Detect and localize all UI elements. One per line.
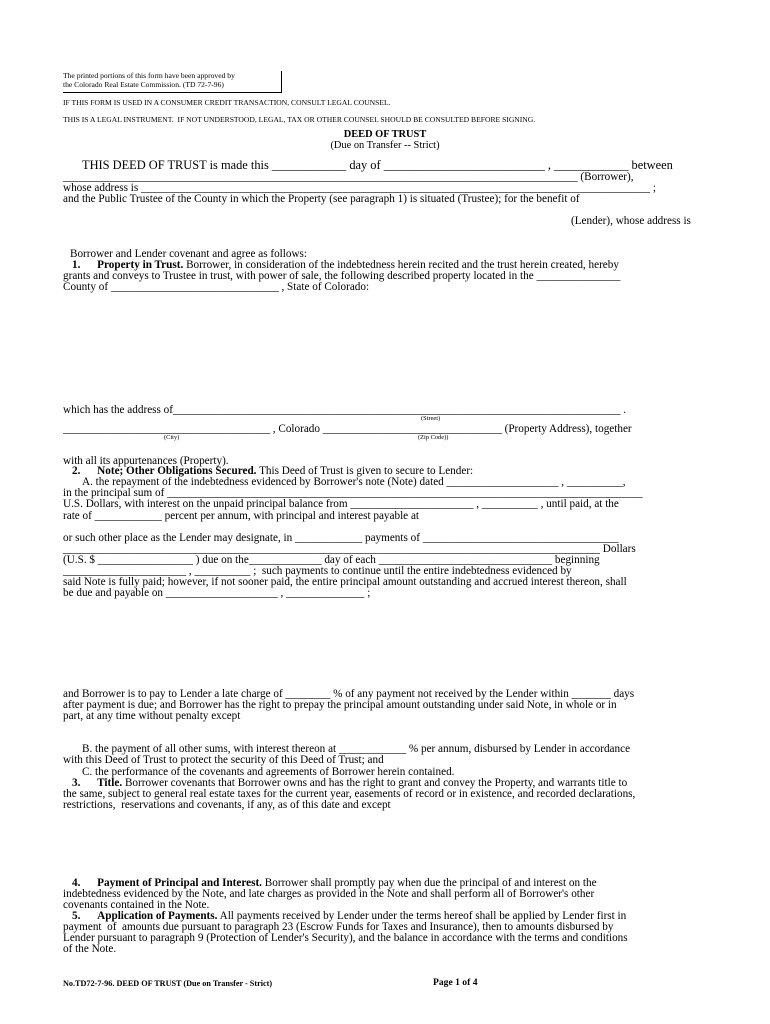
para-3-heading-line: 3. Title. Borrower covenants that Borrower owns and has the right to grant and convey the Property, and warrants title to — [72, 777, 628, 789]
document-title: DEED OF TRUST — [343, 129, 427, 140]
para-5-line-2: payment of amounts due pursuant to paragraph 23 (Escrow Funds for Taxes and Insurance), then to amounts disbursed by — [63, 921, 614, 933]
para-1-line-3: grants and conveys to Trustee in trust, with power of sale, the following described property located in the _______________ — [63, 270, 621, 282]
other-sums-line: B. the payment of all other sums, with interest thereon at ____________ % per annum, disbursed by Lender in accordance — [82, 743, 631, 755]
principal-sum-line: in the principal sum of _____________________________________________________________________________________ — [63, 487, 643, 499]
protect-security-line: with this Deed of Trust to protect the security of this Deed of Trust; and — [63, 754, 384, 766]
para-3-line-3: restrictions, reservations and covenants, if any, as of this date and except — [63, 799, 391, 811]
intro-line-4: and the Public Trustee of the County in which the Property (see paragraph 1) is situated (Trustee); for the benefit of — [63, 193, 580, 205]
prepay-line: after payment is due; and Borrower has the right to prepay the principal amount outstanding under said Note, in whole or in — [63, 699, 617, 711]
property-address-line: which has the address of________________________________________________________________________________ . — [63, 404, 627, 416]
payments-continue-line: ______________________ , __________ ; such payments to continue until the entire indebtedness evidenced by — [63, 565, 572, 577]
intro-line-3: whose address is ___________________________________________________________________________________________ ; — [63, 182, 656, 194]
payment-place-line: or such other place as the Lender may designate, in ____________ payments of ___________________________________ — [63, 532, 619, 544]
consumer-credit-warning: IF THIS FORM IS USED IN A CONSUMER CREDIT TRANSACTION, CONSULT LEGAL COUNSEL. — [63, 98, 391, 107]
city-caption: (City) — [164, 434, 180, 441]
penalty-line: part, at any time without penalty except — [63, 710, 241, 722]
notice-line-1: The printed portions of this form have been approved by — [63, 71, 235, 80]
city-zip-line: _____________________________________ , Colorado ________________________________ (Property Address), together — [63, 423, 632, 435]
para-2-heading-line: 2. Note; Other Obligations Secured. This Deed of Trust is given to secure to Lender: — [72, 465, 474, 477]
para-1-heading-line: 1. Property in Trust. Borrower, in consideration of the indebtedness herein recited and the trust herein created, hereby — [72, 259, 619, 271]
late-charge-line: and Borrower is to pay to Lender a late charge of ________ % of any payment not received by the Lender within _______ days — [63, 688, 635, 700]
para-1-line-4: County of ______________________________ , State of Colorado: — [63, 281, 370, 293]
legal-instrument-warning: THIS IS A LEGAL INSTRUMENT. IF NOT UNDERSTOOD, LEGAL, TAX OR OTHER COUNSEL SHOULD BE CONSULTED BEFORE SIGNING. — [63, 115, 536, 124]
intro-line-1: THIS DEED OF TRUST is made this ____________ day of __________________________ , ____________ between — [82, 158, 673, 172]
para-3-line-2: the same, subject to general real estate taxes for the current year, easements of record or in existence, and recorded declarations, — [63, 788, 636, 800]
footer-page-number: Page 1 of 4 — [433, 977, 478, 988]
note-dated-line: A. the repayment of the indebtedness evidenced by Borrower's note (Note) dated ____________________ , __________, — [82, 476, 626, 488]
para-5-line-3: Lender pursuant to paragraph 9 (Protection of Lender's Security), and the balance in accordance with the terms and conditions — [63, 932, 628, 944]
intro-line-2: ____________________________________________________________________________________________ (Borrower), — [63, 171, 634, 183]
covenant-intro: Borrower and Lender covenant and agree as follows: — [70, 248, 308, 260]
due-on-line: (U.S. $ _________________ ) due on the_____________ day of each _______________________________ beginning — [63, 554, 600, 566]
intro-line-5: (Lender), whose address is — [571, 215, 691, 227]
dollars-line: ________________________________________________________________________________________________ Dollars — [63, 543, 636, 555]
street-caption: (Street) — [421, 415, 441, 422]
covenants-performance-line: C. the performance of the covenants and agreements of Borrower herein contained. — [82, 766, 455, 778]
notice-line-2: the Colorado Real Estate Commission. (TD 72-7-96) — [63, 80, 224, 89]
appurtenances-line: with all its appurtenances (Property). — [63, 455, 229, 467]
para-4-line-2: indebtedness evidenced by the Note, and late charges as provided in the Note and shall perform all of Borrower's other — [63, 888, 595, 900]
zip-caption: (Zip Code)) — [418, 434, 449, 441]
commission-notice — [63, 71, 282, 93]
interest-from-line: U.S. Dollars, with interest on the unpaid principal balance from ______________________ , __________ , until paid, at the — [63, 498, 619, 510]
footer-form-id: No.TD72-7-96. DEED OF TRUST (Due on Transfer - Strict) — [63, 979, 273, 988]
due-payable-line: be due and payable on ____________________ , ______________ ; — [63, 587, 371, 599]
para-5-line-4: of the Note. — [63, 943, 117, 955]
interest-rate-line: rate of ____________ percent per annum, with principal and interest payable at — [63, 510, 420, 522]
document-subtitle: (Due on Transfer -- Strict) — [330, 140, 440, 151]
para-4-heading-line: 4. Payment of Principal and Interest. Borrower shall promptly pay when due the principal of and interest on the — [72, 877, 597, 889]
para-5-heading-line: 5. Application of Payments. All payments received by Lender under the terms hereof shall be applied by Lender first in — [72, 910, 627, 922]
note-paid-line: said Note is fully paid; however, if not sooner paid, the entire principal amount outstanding and accrued interest thereon, shall — [63, 576, 627, 588]
para-4-line-3: covenants contained in the Note. — [63, 899, 210, 911]
